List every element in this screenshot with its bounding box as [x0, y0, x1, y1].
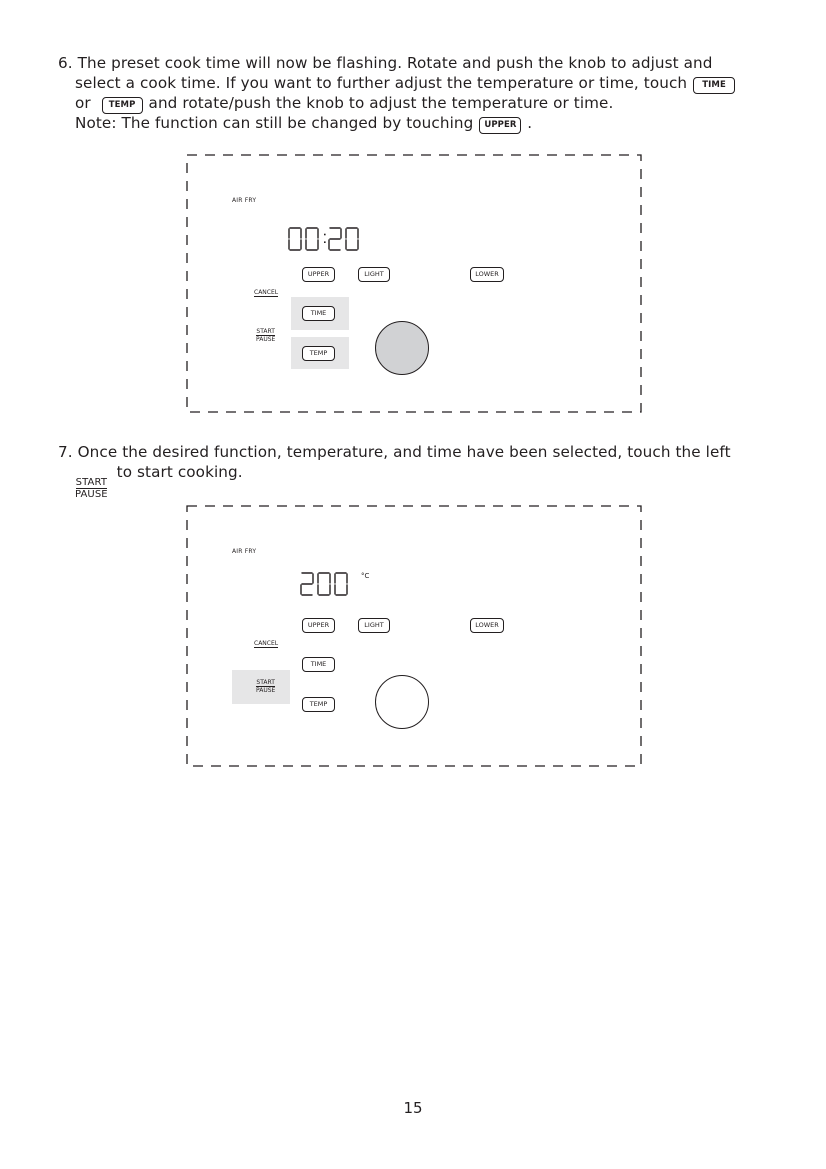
display-digit [301, 573, 313, 595]
display-temperature-readout [300, 571, 360, 597]
step-7-text [58, 443, 758, 500]
control-knob[interactable] [375, 675, 429, 729]
control-panel-diagram-2 [186, 505, 642, 763]
display-digit [335, 573, 347, 595]
start-pause-label[interactable]: START PAUSE [256, 679, 276, 694]
dashed-frame [186, 154, 642, 414]
light-button[interactable]: LIGHT [358, 267, 390, 282]
cancel-label: CANCEL [254, 289, 279, 296]
display-colon-dot [324, 234, 326, 236]
control-knob[interactable] [375, 321, 429, 375]
time-button[interactable]: TIME [302, 306, 335, 321]
mode-label: AIR FRY [232, 548, 257, 555]
time-button[interactable]: TIME [302, 657, 335, 672]
start-pause-label: START PAUSE [256, 328, 276, 343]
step-6-line-4: Note: The function can still be changed by touching UPPER . [75, 113, 533, 132]
step-7-line-2: START PAUSE to start cooking. [75, 462, 243, 500]
lower-button[interactable]: LOWER [470, 267, 504, 282]
inline-temp-key: TEMP [102, 97, 143, 114]
cancel-label: CANCEL [254, 640, 279, 647]
temp-button[interactable]: TEMP [302, 697, 335, 712]
light-button[interactable]: LIGHT [358, 618, 390, 633]
step-6-line-1: 6. The preset cook time will now be flashing. Rotate and push the knob to adjust and [58, 54, 713, 72]
lower-button[interactable]: LOWER [470, 618, 504, 633]
inline-start-pause-label: START PAUSE [75, 476, 108, 500]
upper-button[interactable]: UPPER [302, 618, 335, 633]
upper-button[interactable]: UPPER [302, 267, 335, 282]
step-6-line-2: select a cook time. If you want to further adjust the temperature or time, touch TIME [58, 74, 758, 94]
step-6-line-3: or TEMP and rotate/push the knob to adjust the temperature or time. [75, 93, 614, 112]
display-digit [306, 228, 318, 250]
display-digit [289, 228, 301, 250]
control-panel-diagram-1 [186, 154, 642, 412]
inline-upper-key: UPPER [479, 117, 521, 134]
display-digit [318, 573, 330, 595]
display-time-readout [288, 226, 368, 252]
dashed-frame [186, 505, 642, 769]
step-6-text [58, 54, 758, 134]
mode-label: AIR FRY [232, 197, 257, 204]
temp-button[interactable]: TEMP [302, 346, 335, 361]
celsius-unit: °C [361, 572, 370, 580]
display-colon-dot [324, 241, 326, 243]
inline-time-key: TIME [693, 77, 735, 94]
display-digit [329, 228, 341, 250]
display-digit [346, 228, 358, 250]
step-7-line-1: 7. Once the desired function, temperature, and time have been selected, touch the left [58, 443, 731, 461]
page-number: 15 [403, 1099, 423, 1117]
